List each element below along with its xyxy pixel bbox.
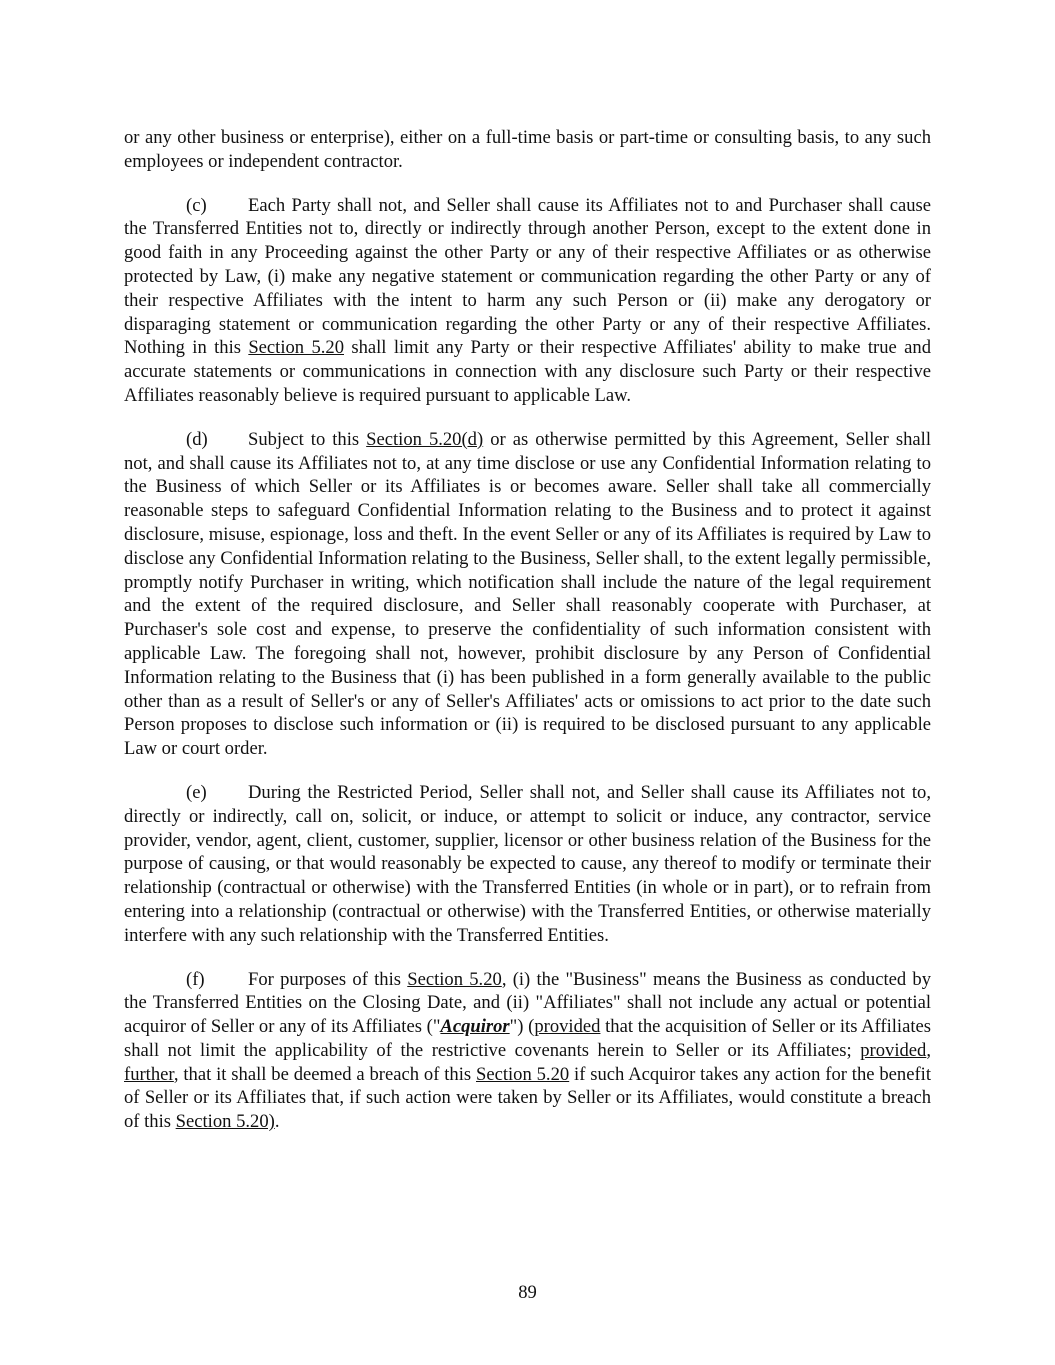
paragraph-text: or any other business or enterprise), either on a full-time basis or part-time or consulting basis, to any such employees or independent contractor.	[124, 127, 931, 172]
paragraph-label: (c)	[186, 194, 207, 216]
paragraph-text: if such Acquiror takes any action for the benefit of Seller or its Affiliates that, if such action were taken by Seller or its Affiliates, would constitute a breach of this	[124, 1063, 932, 1133]
paragraph-text: Subject to this	[248, 428, 367, 450]
paragraph-text: that the acquisition of Seller or its Affiliates shall not limit the applicability of the restrictive covenants herein to Seller or its Affiliates;	[124, 1016, 931, 1061]
paragraph-text: .	[274, 1111, 280, 1133]
paragraph-text: shall limit any Party or their respective Affiliates' ability to make true and accurate statements or communications in connection with any disclosure such Party or their respective Affiliates reasonably believe is required pursuant to applicable Law.	[124, 337, 931, 406]
paragraph-label: (f)	[186, 968, 205, 990]
paragraph-text: During the Restricted Period, Seller shall not, and Seller shall cause its Affiliates not to, directly or indirectly, call on, solicit, or induce, or attempt to solicit or induce, any contractor, service provider, vendor, agent, client, customer, supplier, licensor or other business relation of the Business for the purpose of causing, or that would reasonably be expected to cause, any thereof to modify or terminate their relationship (contractual or otherwise) with the Transferred Entities (in whole or in part), or to refrain from entering into a relationship (contractual or otherwise) with the Transferred Entities, or otherwise materially interfere with any such relationship with the Transferred Entities.	[124, 781, 931, 946]
document-page	[124, 126, 931, 1154]
section-reference: Section 5.20	[407, 968, 502, 990]
section-reference: Section 5.20	[248, 337, 344, 359]
defined-term: Acquiror	[440, 1016, 510, 1038]
section-reference: Section 5.20	[476, 1063, 570, 1085]
paragraph-text: ") (	[509, 1016, 535, 1038]
further-term: further	[124, 1063, 174, 1085]
paragraph-text: , that it shall be deemed a breach of this	[173, 1063, 476, 1085]
paragraph-continuation	[124, 126, 931, 174]
page-number: 89	[518, 1282, 537, 1303]
paragraph-e	[124, 781, 931, 948]
section-reference: Section 5.20)	[175, 1111, 275, 1133]
paragraph-label: (e)	[186, 781, 207, 803]
paragraph-label: (d)	[186, 428, 208, 450]
paragraph-text: ,	[926, 1039, 931, 1061]
provided-term: provided	[534, 1016, 601, 1038]
paragraph-text: For purposes of this	[248, 968, 408, 990]
paragraph-text: , (i) the "Business" means the Business as conducted by the Transferred Entities on the Closing Date, and (ii) "Affiliates" shall not include any actual or potential acquiror of Seller or any of its Affiliates ("	[124, 968, 931, 1038]
paragraph-f	[124, 968, 931, 1135]
paragraph-d	[124, 428, 931, 761]
paragraph-c	[124, 194, 931, 408]
paragraph-text: Each Party shall not, and Seller shall cause its Affiliates not to and Purchaser shall cause the Transferred Entities not to, directly or indirectly through another Person, except to the extent done in good faith in any Proceeding against the other Party or any of their respective Affiliates or as otherwise protected by Law, (i) make any negative statement or communication regarding the other Party or any of their respective Affiliates with the intent to harm any such Person or (ii) make any derogatory or disparaging statement or communication regarding the other Party or any of their respective Affiliates. Nothing in this	[124, 194, 931, 359]
provided-term: provided	[860, 1039, 927, 1061]
section-reference: Section 5.20(d)	[366, 428, 484, 450]
paragraph-text: or as otherwise permitted by this Agreement, Seller shall not, and shall cause its Affiliates not to, at any time disclose or use any Confidential Information relating to the Business of which Seller or its Affiliates is or becomes aware. Seller shall take all commercially reasonable steps to safeguard Confidential Information relating to the Business and to protect it against disclosure, misuse, espionage, loss and theft. In the event Seller or any of its Affiliates is required by Law to disclose any Confidential Information relating to the Business, Seller shall, to the extent legally permissible, promptly notify Purchaser in writing, which notification shall include the nature of the legal requirement and the extent of the required disclosure, and Seller shall reasonably cooperate with Purchaser, at Purchaser's sole cost and expense, to preserve the confidentiality of such information consistent with applicable Law. The foregoing shall not, however, prohibit disclosure by any Person of Confidential Information relating to the Business that (i) has been published in a form generally available to the public other than as a result of Seller's or any of Seller's Affiliates' acts or omissions to act prior to the date such Person proposes to disclose such information or (ii) is required to be disclosed pursuant to any applicable Law or court order.	[124, 428, 932, 760]
